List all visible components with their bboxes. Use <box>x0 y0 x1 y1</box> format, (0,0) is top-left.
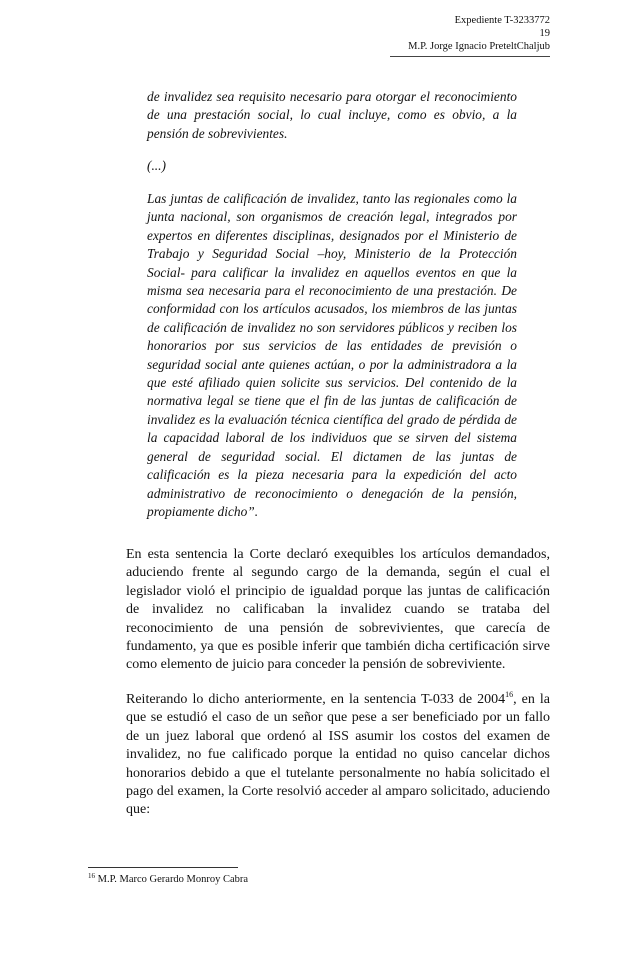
header-rule <box>390 53 550 57</box>
body-paragraph-2 <box>126 691 550 820</box>
body-paragraph-1: En esta sentencia la Corte declaró exequibles los artículos demandados, aduciendo frente al segundo cargo de la demanda, según el cual el legislador violó el principio de igualdad porque las juntas de calificación de invalidez no calificaban la invalidez cuando se trataba del reconocimiento de una pensión de sobrevivientes, que carecía de fundamento, ya que es posible inferir que también dicha certificación sirve como elemento de juicio para conceder la pensión de sobreviviente. <box>126 547 550 673</box>
footnote-rule <box>88 867 238 868</box>
footnote-reference: 16 <box>505 690 514 699</box>
body-paragraph-2-start: Reiterando lo dicho anteriormente, en la sentencia T-033 de 2004 <box>126 692 506 707</box>
quote-paragraph-2: Las juntas de calificación de invalidez, tanto las regionales como la junta nacional, son organismos de creación legal, integrados por expertos en diferentes disciplinas, designados por el Ministerio de Trabajo y Seguridad Social –hoy, Ministerio de la Protección Social- para calificar la invalidez en aquellos eventos en que la misma sea necesaria para el reconocimiento de una prestación. De conformidad con los artículos acusados, los miembros de las juntas de calificación de invalidez no son servidores públicos y reciben los honorarios por sus servicios de las entidades de previsión o seguridad social ante quienes actúan, o por la administradora a la que esté afiliado quien solicite sus servicios. Del contenido de la normativa legal se tiene que el fin de las juntas de calificación de invalidez es la evaluación técnica científica del grado de pérdida de la capacidad laboral de los individuos que se sirven del sistema general de seguridad social. El dictamen de las juntas de calificación es la pieza necesaria para la expedición del acto administrativo de reconocimiento o denegación de la pensión, propiamente dicho”. <box>147 191 517 519</box>
footnote-text: M.P. Marco Gerardo Monroy Cabra <box>95 874 249 885</box>
quote-paragraph-1: de invalidez sea requisito necesario para otorgar el reconocimiento de una prestación social, lo cual incluye, como es obvio, a la pensión de sobrevivientes. <box>147 89 517 141</box>
footnote <box>88 873 248 886</box>
footnote-number: 16 <box>88 872 95 880</box>
magistrate-name: M.P. Jorge Ignacio PreteltChaljub <box>408 41 550 52</box>
quote-ellipsis: (...) <box>147 158 166 173</box>
case-number: Expediente T-3233772 <box>454 15 550 26</box>
page-number: 19 <box>539 28 550 39</box>
body-paragraph-2-end: , en la que se estudió el caso de un señor que pese a ser beneficiado por un fallo de un juez laboral que ordenó al ISS asumir los costos del examen de invalidez, no fue calificado porque la entidad no quiso cancelar dichos honorarios debido a que el tutelante personalmente no había solicitado el pago del examen, la Corte resolvió acceder al amparo solicitado, aduciendo que: <box>126 692 550 818</box>
page-header <box>350 14 550 57</box>
